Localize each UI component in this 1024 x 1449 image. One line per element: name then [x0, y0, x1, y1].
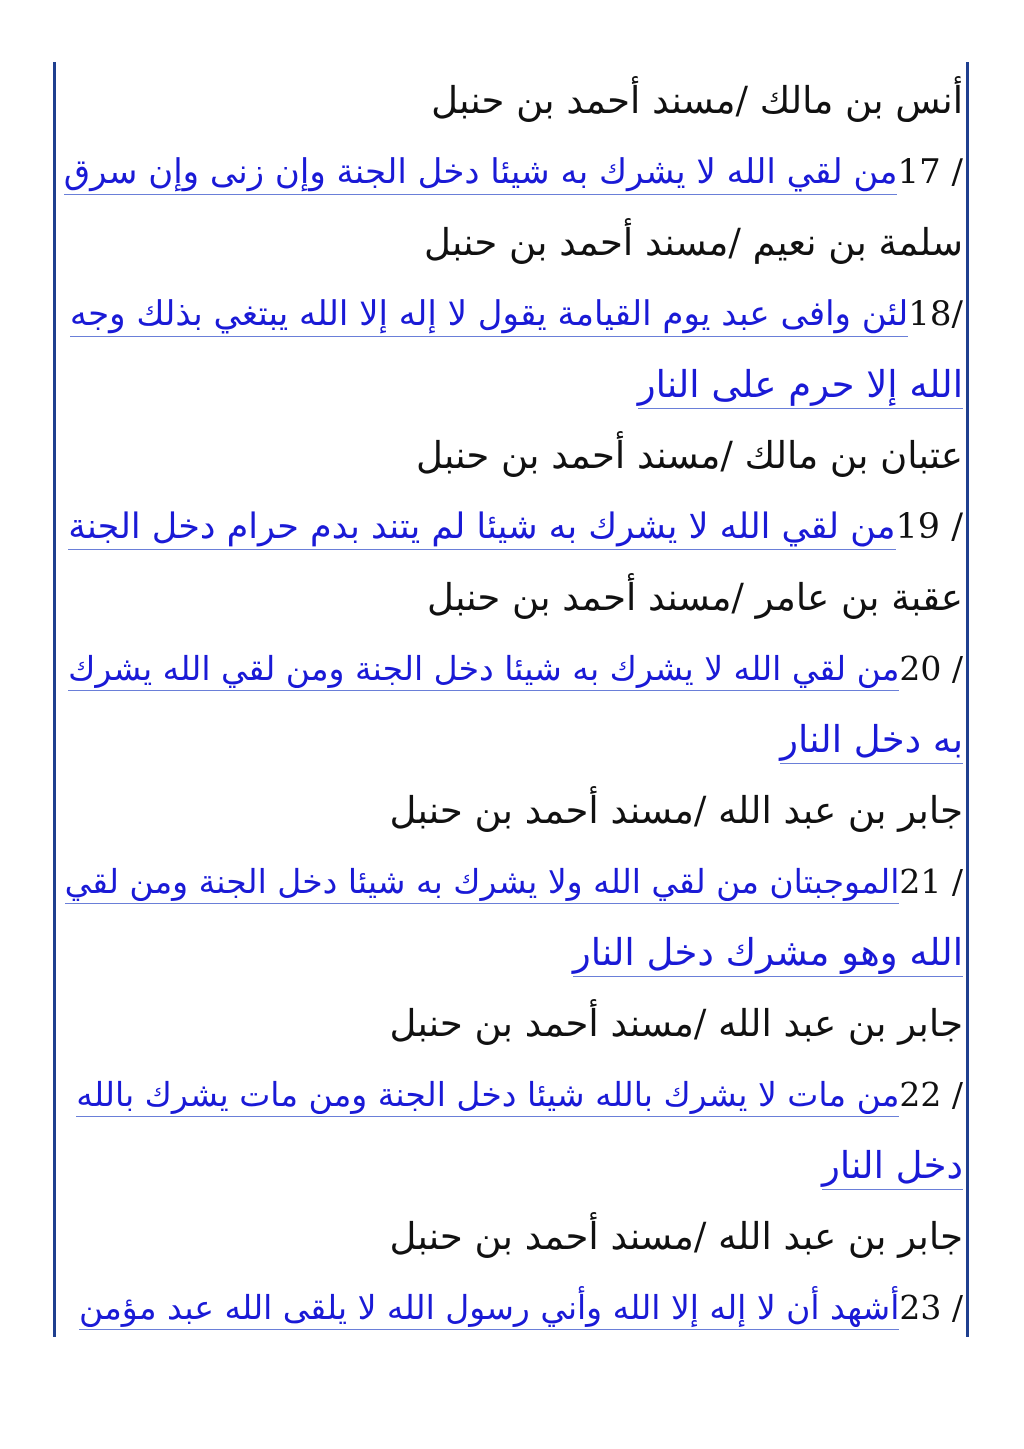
hadith-continuation-line — [60, 354, 963, 425]
right-border — [966, 62, 969, 1337]
source-line: عقبة بن عامر /مسند أحمد بن حنبل — [427, 576, 963, 619]
hadith-line — [60, 283, 963, 354]
source-line: عتبان بن مالك /مسند أحمد بن حنبل — [416, 434, 963, 477]
hadith-continuation-line — [60, 1135, 963, 1206]
document-body — [60, 70, 963, 1348]
source-line: سلمة بن نعيم /مسند أحمد بن حنبل — [424, 221, 963, 264]
left-border — [53, 62, 56, 1337]
source-line: جابر بن عبد الله /مسند أحمد بن حنبل — [389, 1002, 963, 1045]
hadith-line — [60, 141, 963, 212]
hadith-text: من لقي الله لا يشرك به شيئا دخل الجنة وإن زنى وإن سرق — [64, 152, 898, 195]
hadith-number: / 21 — [899, 862, 963, 901]
hadith-number: / 19 — [895, 507, 963, 547]
hadith-text: دخل النار — [822, 1144, 963, 1190]
source-line: جابر بن عبد الله /مسند أحمد بن حنبل — [389, 789, 963, 832]
source-line: أنس بن مالك /مسند أحمد بن حنبل — [431, 79, 963, 122]
hadith-text: الله إلا حرم على النار — [638, 363, 963, 409]
hadith-text: أشهد أن لا إله إلا الله وأني رسول الله لا يلقى الله عبد مؤمن — [79, 1288, 899, 1330]
hadith-line — [60, 1064, 963, 1135]
source-line: جابر بن عبد الله /مسند أحمد بن حنبل — [389, 1215, 963, 1258]
hadith-number: / 22 — [899, 1075, 963, 1114]
hadith-text: لئن وافى عبد يوم القيامة يقول لا إله إلا الله يبتغي بذلك وجه — [70, 294, 908, 337]
hadith-number: / 23 — [899, 1288, 963, 1327]
hadith-text: من لقي الله لا يشرك به شيئا لم يتند بدم حرام دخل الجنة — [68, 507, 895, 550]
hadith-text: به دخل النار — [780, 718, 963, 764]
hadith-text: الموجبتان من لقي الله ولا يشرك به شيئا دخل الجنة ومن لقي — [65, 862, 900, 904]
hadith-line — [60, 1277, 963, 1348]
hadith-text: من مات لا يشرك بالله شيئا دخل الجنة ومن مات يشرك بالله — [76, 1075, 899, 1117]
hadith-continuation-line — [60, 709, 963, 780]
hadith-continuation-line — [60, 922, 963, 993]
hadith-number: / 20 — [899, 649, 963, 688]
hadith-text: الله وهو مشرك دخل النار — [573, 931, 963, 977]
hadith-line — [60, 851, 963, 922]
hadith-text: من لقي الله لا يشرك به شيئا دخل الجنة ومن لقي الله يشرك — [68, 649, 899, 691]
hadith-number: / 17 — [897, 152, 963, 192]
hadith-line — [60, 496, 963, 567]
hadith-line — [60, 638, 963, 709]
hadith-number: /18 — [908, 294, 963, 334]
